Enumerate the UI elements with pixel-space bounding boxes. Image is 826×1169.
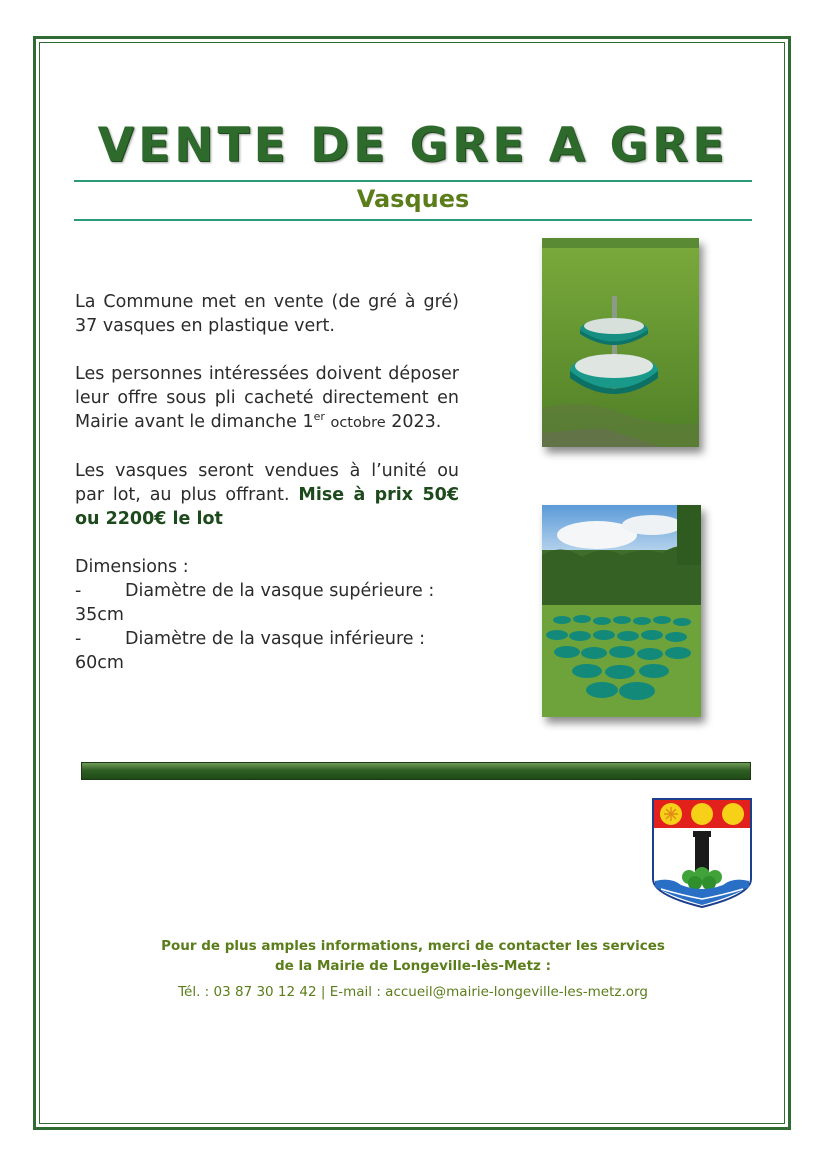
contact-info [0, 936, 826, 976]
announcement-text [75, 290, 459, 675]
many-planters-icon [542, 505, 701, 717]
dimensions-block [75, 555, 459, 675]
ordinal-suffix: er [313, 410, 325, 423]
price-text: Mise à prix 50€ ou 2200€ le lot [75, 485, 459, 529]
two-tier-planter-icon [542, 238, 699, 447]
page-subtitle: Vasques [356, 185, 470, 213]
coat-of-arms [651, 797, 753, 909]
title-rule-bottom [74, 219, 752, 221]
month: octobre [330, 415, 386, 431]
paragraph-sale: La Commune met en vente (de gré à gré) 37 vasques en plastique vert. [75, 292, 459, 336]
dimension-item: - Diamètre de la vasque inférieure : 60cm [75, 629, 426, 673]
phone-email-line: Tél. : 03 87 30 12 42 | E-mail : accueil@mairie-longeville-les-metz.org [178, 984, 648, 1000]
title-rule-top [74, 180, 752, 182]
coat-of-arms-icon [651, 797, 753, 909]
paragraph-offer: Les personnes intéressées doivent déposer leur offre sous pli cacheté directement en Mairie avant le dimanche 1er octobre 2023. [75, 364, 459, 432]
paragraph-price: Les vasques seront vendues à l’unité ou par lot, au plus offrant. Mise à prix 50€ ou 2200€ le lot [75, 461, 459, 529]
contact-line-2: de la Mairie de Longeville-lès-Metz : [275, 958, 551, 974]
planter-photo [542, 238, 699, 447]
dimensions-heading: Dimensions : [75, 557, 189, 577]
contact-line-1: Pour de plus amples informations, merci de contacter les services [161, 938, 665, 954]
page-title: VENTE DE GRE A GRE [97, 118, 729, 173]
planters-group-photo [542, 505, 701, 717]
dimension-item: - Diamètre de la vasque supérieure : 35cm [75, 581, 435, 625]
section-divider-bar [81, 762, 751, 780]
